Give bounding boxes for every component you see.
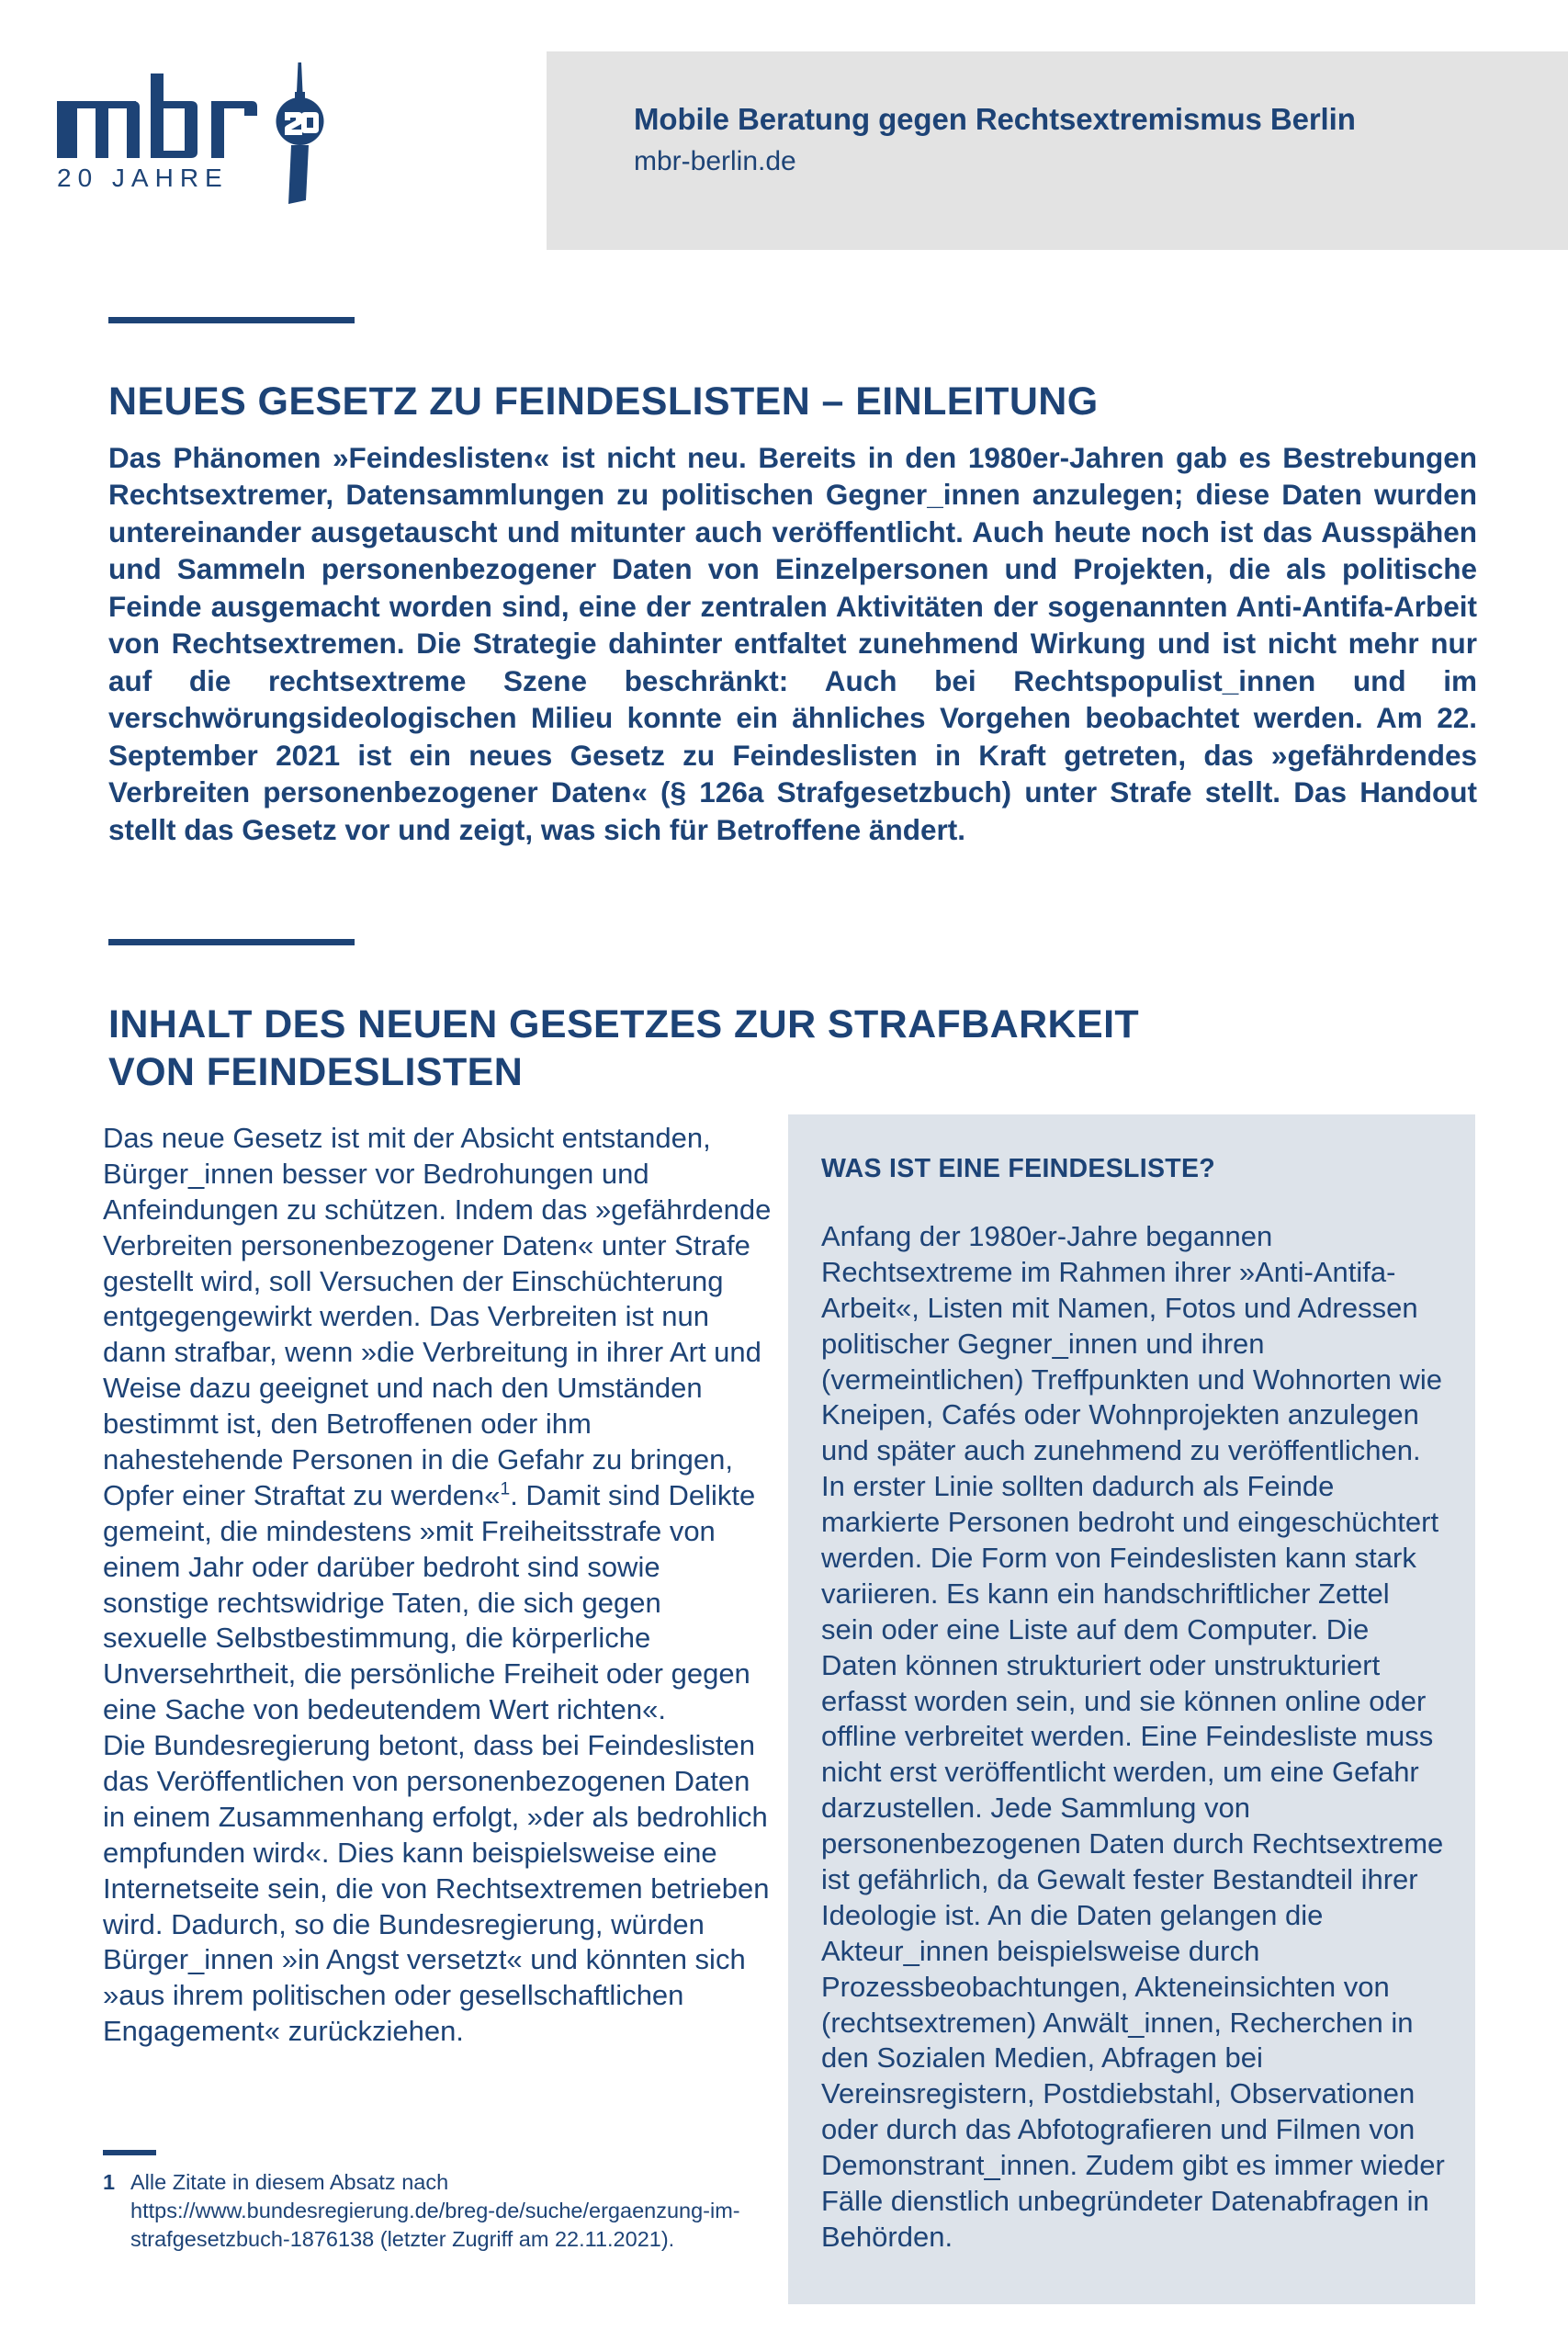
paragraph-1-part-b: . Damit sind Delikte gemeint, die mindestens »mit Freiheitsstrafe von einem Jahr oder darüber bedroht sind sowie sonstige rechtswidrige Taten, die sich gegen sexuelle Selbstbestimmung, die körperliche Unversehrtheit, die persönliche Freiheit oder gegen eine Sache von bedeutendem Wert richten«. [103, 1478, 756, 1726]
mbr-wordmark-icon [55, 66, 266, 165]
sidebar-heading: WAS IST EINE FEINDESLISTE? [821, 1154, 1216, 1183]
footnote-reference[interactable]: 1 [500, 1479, 511, 1499]
sidebar-body [821, 1219, 1446, 2256]
paragraph-1 [103, 1121, 773, 1728]
logo-tagline: 20 JAHRE [57, 164, 229, 192]
footnote-rule [103, 2150, 156, 2155]
footnote-marker: 1 [103, 2170, 116, 2194]
header-text-group [634, 101, 1552, 179]
footnote-block [103, 2150, 764, 2253]
main-text-column [103, 1121, 773, 2050]
section-rule-einleitung [108, 317, 355, 323]
section-rule-inhalt [108, 939, 355, 945]
paragraph-2: Die Bundesregierung betont, dass bei Feindeslisten das Veröffentlichen von personenbezogenen Daten in einem Zusammenhang erfolgt, »der als bedrohlich empfunden wird«. Dies kann beispielsweise eine Internetseite sein, die von Rechtsextremen betrieben wird. Dadurch, so die Bundesregierung, würden Bürger_innen »in Angst versetzt« und könnten sich »aus ihrem politischen oder gesellschaftlichen Engagement« zurückziehen. [103, 1729, 770, 2048]
section-heading-inhalt-line2: VON FEINDESLISTEN [108, 1050, 524, 1095]
organisation-name: Mobile Beratung gegen Rechtsextremismus Berlin [634, 102, 1356, 136]
section-heading-einleitung: NEUES GESETZ ZU FEINDESLISTEN – EINLEITUNG [108, 379, 1099, 424]
paragraph-1-part-a: Das neue Gesetz ist mit der Absicht entstanden, Bürger_innen besser vor Bedrohungen und Anfeindungen zu schützen. Indem das »gefährdende Verbreiten personenbezogener Daten« unter Strafe gestellt wird, soll Versuchen der Einschüchterung entgegengewirkt werden. Das Verbreiten ist nun dann strafbar, wenn »die Verbreitung in ihrer Art und Weise dazu geeignet und nach den Umständen bestimmt ist, den Betroffenen oder ihm nahestehende Personen in die Gefahr zu bringen, Opfer einer Straftat zu werden« [103, 1122, 772, 1511]
section-heading-inhalt-line1: INHALT DES NEUEN GESETZES ZUR STRAFBARKEIT [108, 1001, 1140, 1046]
sidebar-paragraph: Anfang der 1980er-Jahre begannen Rechtsextreme im Rahmen ihrer »Anti-Antifa-Arbeit«, Listen mit Namen, Fotos und Adressen politischer Gegner_innen und ihren (vermeintlichen) Treffpunkten und Wohnorten wie Kneipen, Cafés oder Wohnprojekten anzulegen und später auch zunehmend zu veröffentlichen. In erster Linie sollten dadurch als Feinde markierte Personen bedroht und eingeschüchtert werden. Die Form von Feindeslisten kann stark variieren. Es kann ein handschriftlicher Zettel sein oder eine Liste auf dem Computer. Die Daten können strukturiert oder unstrukturiert erfasst worden sein, und sie können online oder offline verbreitet werden. Eine Feindesliste muss nicht erst veröffentlicht werden, um eine Gefahr darzustellen. Jede Sammlung von personenbezogenen Daten durch Rechtsextreme ist gefährlich, da Gewalt fester Bestandteil ihrer Ideologie ist. An die Daten gelangen die Akteur_innen beispielsweise durch Prozessbeobachtungen, Akteneinsichten von (rechtsextremen) Anwält_innen, Recherchen in den Sozialen Medien, Abfragen bei Vereinsregistern, Postdiebstahl, Observationen oder durch das Abfotografieren und Filmen von Demonstrant_innen. Zudem gibt es immer wieder Fälle dienstlich unbegründeter Datenabfragen in Behörden. [821, 1220, 1445, 2253]
section-body-einleitung: Das Phänomen »Feindeslisten« ist nicht neu. Bereits in den 1980er-Jahren gab es Bestrebungen Rechtsextremer, Datensammlungen zu politischen Gegner_innen anzulegen; diese Daten wurden untereinander ausgetauscht und mitunter auch veröffentlicht. Auch heute noch ist das Ausspähen und Sammeln personenbezogener Daten von Einzelpersonen und Projekten, die als politische Feinde ausgemacht worden sind, eine der zentralen Aktivitäten der sogenannten Anti-Antifa-Arbeit von Rechtsextremen. Die Strategie dahinter entfaltet zunehmend Wirkung und ist nicht mehr nur auf die rechtsextreme Szene beschränkt: Auch bei Rechtspopulist_innen und im verschwörungsideologischen Milieu konnte ein ähnliches Vorgehen beobachtet werden. Am 22. September 2021 ist ein neues Gesetz zu Feindeslisten in Kraft getreten, das »gefährdendes Verbreiten personenbezogener Daten« (§ 126a Strafgesetzbuch) unter Strafe stellt. Das Handout stellt das Gesetz vor und zeigt, was sich für Betroffene ändert. [108, 441, 1477, 846]
footnote-text-row [103, 2168, 764, 2253]
sidebar-infobox [788, 1114, 1475, 2304]
mbr-logo [55, 66, 331, 213]
sidebar-content [821, 1154, 1446, 2256]
footnote-text: Alle Zitate in diesem Absatz nach https://www.bundesregierung.de/breg-de/suche/ergaenzung-im-strafgesetzbuch-1876138 (letzter Zugriff am 22.11.2021). [130, 2170, 740, 2251]
section-heading-inhalt [108, 1001, 1303, 1097]
document-header [0, 0, 1568, 266]
organisation-website[interactable]: mbr-berlin.de [634, 146, 796, 177]
tv-tower-icon [265, 61, 338, 208]
